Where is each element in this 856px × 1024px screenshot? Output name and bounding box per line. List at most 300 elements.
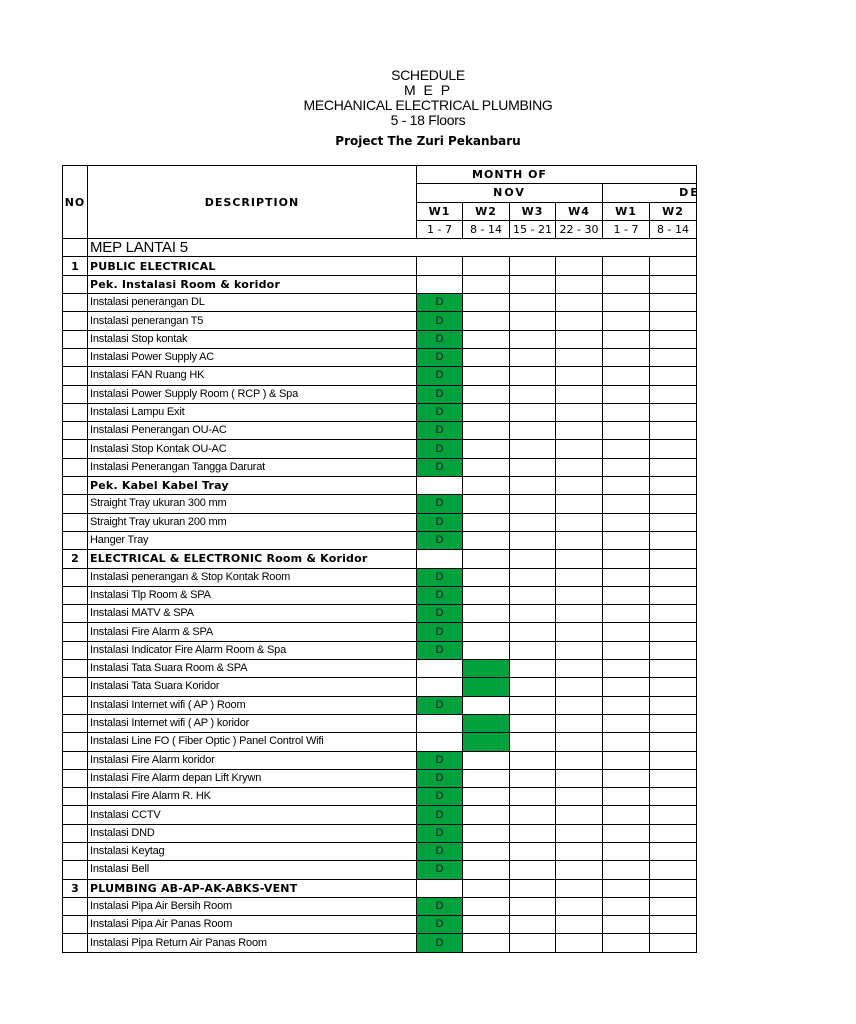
row-description: Instalasi Indicator Fire Alarm Room & Spa (88, 641, 417, 659)
table-row (63, 385, 697, 403)
week-label: W2 (650, 202, 697, 220)
schedule-cell (556, 678, 603, 696)
row-description: Instalasi Pipa Return Air Panas Room (88, 934, 417, 952)
schedule-cell (510, 294, 556, 312)
schedule-cell (603, 312, 650, 330)
schedule-cell (510, 824, 556, 842)
row-number (63, 239, 88, 257)
schedule-cell (556, 458, 603, 476)
table-row (63, 239, 697, 257)
schedule-cell (510, 568, 556, 586)
table-row (63, 550, 697, 568)
schedule-cell (463, 367, 510, 385)
schedule-cell (650, 403, 697, 421)
schedule-cell (556, 385, 603, 403)
schedule-cell (510, 495, 556, 513)
schedule-cell (510, 842, 556, 860)
schedule-cell (556, 769, 603, 787)
schedule-cell: D (417, 641, 463, 659)
row-number (63, 660, 88, 678)
schedule-cell (556, 696, 603, 714)
schedule-cell (463, 348, 510, 366)
schedule-cell (603, 513, 650, 531)
schedule-cell (463, 861, 510, 879)
row-number (63, 714, 88, 732)
schedule-cell (463, 477, 510, 495)
schedule-cell (510, 422, 556, 440)
schedule-cell (463, 513, 510, 531)
row-number (63, 861, 88, 879)
schedule-cell (603, 531, 650, 549)
schedule-cell (463, 660, 510, 678)
schedule-cell (603, 440, 650, 458)
table-row (63, 824, 697, 842)
schedule-cell (463, 806, 510, 824)
row-description: Instalasi Fire Alarm koridor (88, 751, 417, 769)
schedule-cell: D (417, 824, 463, 842)
row-number (63, 934, 88, 952)
row-description: Instalasi MATV & SPA (88, 605, 417, 623)
week-label: W4 (556, 202, 603, 220)
schedule-cell (556, 550, 603, 568)
schedule-cell (463, 641, 510, 659)
schedule-cell (556, 257, 603, 275)
schedule-cell (463, 897, 510, 915)
table-row (63, 367, 697, 385)
schedule-cell (463, 733, 510, 751)
row-number: 3 (63, 879, 88, 897)
table-row (63, 440, 697, 458)
schedule-cell (556, 842, 603, 860)
schedule-cell (650, 495, 697, 513)
schedule-cell (510, 660, 556, 678)
schedule-cell (556, 916, 603, 934)
schedule-cell (556, 733, 603, 751)
row-description: Instalasi penerangan & Stop Kontak Room (88, 568, 417, 586)
row-number: 2 (63, 550, 88, 568)
schedule-cell: D (417, 751, 463, 769)
schedule-cell (650, 769, 697, 787)
row-description: Instalasi Pipa Air Bersih Room (88, 897, 417, 915)
row-number (63, 586, 88, 604)
row-number (63, 824, 88, 842)
row-description: Instalasi Stop Kontak OU-AC (88, 440, 417, 458)
schedule-cell: D (417, 934, 463, 952)
table-row (63, 678, 697, 696)
schedule-cell: D (417, 531, 463, 549)
row-number (63, 385, 88, 403)
schedule-cell: D (417, 696, 463, 714)
schedule-cell (650, 367, 697, 385)
schedule-cell (510, 385, 556, 403)
schedule-cell (603, 330, 650, 348)
table-row (63, 348, 697, 366)
schedule-cell (650, 916, 697, 934)
schedule-cell (650, 550, 697, 568)
schedule-cell (650, 586, 697, 604)
row-description: Instalasi Internet wifi ( AP ) Room (88, 696, 417, 714)
week-label: W1 (603, 202, 650, 220)
schedule-cell (510, 367, 556, 385)
schedule-cell (650, 458, 697, 476)
schedule-table (62, 165, 700, 953)
schedule-cell (556, 751, 603, 769)
schedule-cell (417, 678, 463, 696)
schedule-cell (463, 330, 510, 348)
row-number (63, 897, 88, 915)
schedule-cell (510, 531, 556, 549)
schedule-cell (603, 861, 650, 879)
schedule-cell (603, 568, 650, 586)
schedule-cell (463, 257, 510, 275)
table-row (63, 568, 697, 586)
schedule-cell (650, 824, 697, 842)
schedule-cell (556, 641, 603, 659)
schedule-cell (510, 769, 556, 787)
schedule-cell: D (417, 403, 463, 421)
row-number (63, 440, 88, 458)
table-row (63, 605, 697, 623)
schedule-cell (650, 714, 697, 732)
table-row (63, 623, 697, 641)
schedule-cell (650, 385, 697, 403)
schedule-cell: D (417, 440, 463, 458)
row-number (63, 916, 88, 934)
schedule-cell (463, 696, 510, 714)
schedule-cell (556, 806, 603, 824)
row-description: Instalasi Fire Alarm & SPA (88, 623, 417, 641)
table-row (63, 879, 697, 897)
schedule-cell (603, 842, 650, 860)
row-number (63, 531, 88, 549)
week-label: W2 (463, 202, 510, 220)
table-row (63, 586, 697, 604)
row-number (63, 568, 88, 586)
schedule-cell (463, 550, 510, 568)
row-number (63, 623, 88, 641)
schedule-cell (510, 733, 556, 751)
table-row (63, 330, 697, 348)
row-number: 1 (63, 257, 88, 275)
schedule-cell: D (417, 769, 463, 787)
week-range: 8 - 14 (463, 220, 510, 238)
schedule-cell (510, 330, 556, 348)
row-number (63, 403, 88, 421)
schedule-cell (556, 495, 603, 513)
schedule-cell (650, 348, 697, 366)
schedule-cell (603, 916, 650, 934)
schedule-cell (556, 623, 603, 641)
schedule-cell (463, 788, 510, 806)
week-range: 22 - 30 (556, 220, 603, 238)
schedule-cell (603, 824, 650, 842)
row-number (63, 696, 88, 714)
title-block (0, 68, 856, 149)
schedule-cell (463, 916, 510, 934)
schedule-cell: D (417, 806, 463, 824)
table-row (63, 788, 697, 806)
schedule-cell (603, 733, 650, 751)
schedule-cell: D (417, 348, 463, 366)
row-number (63, 641, 88, 659)
table-row (63, 294, 697, 312)
table-row (63, 458, 697, 476)
schedule-cell (463, 751, 510, 769)
schedule-cell (603, 605, 650, 623)
schedule-cell (463, 440, 510, 458)
schedule-cell (417, 275, 463, 293)
schedule-cell: D (417, 294, 463, 312)
schedule-cell (556, 861, 603, 879)
table-row (63, 531, 697, 549)
row-description: Straight Tray ukuran 200 mm (88, 513, 417, 531)
row-description: PUBLIC ELECTRICAL (88, 257, 417, 275)
schedule-cell (556, 275, 603, 293)
table-row (63, 934, 697, 952)
week-label: W3 (510, 202, 556, 220)
schedule-cell: D (417, 605, 463, 623)
schedule-cell (650, 678, 697, 696)
row-description: Instalasi Keytag (88, 842, 417, 860)
schedule-cell (603, 367, 650, 385)
title-floors: 5 - 18 Floors (390, 112, 466, 128)
schedule-cell (650, 275, 697, 293)
table-row (63, 714, 697, 732)
schedule-cell (650, 751, 697, 769)
row-description: Instalasi Fire Alarm R. HK (88, 788, 417, 806)
table-row (63, 641, 697, 659)
schedule-cell (463, 422, 510, 440)
schedule-cell (463, 714, 510, 732)
row-description: Instalasi Tlp Room & SPA (88, 586, 417, 604)
schedule-cell (417, 733, 463, 751)
table-row (63, 861, 697, 879)
schedule-cell: D (417, 458, 463, 476)
schedule-cell (603, 806, 650, 824)
schedule-cell (650, 641, 697, 659)
row-description: Hanger Tray (88, 531, 417, 549)
schedule-cell (603, 660, 650, 678)
header-month-dec (603, 184, 700, 202)
schedule-cell (463, 495, 510, 513)
schedule-cell (417, 257, 463, 275)
schedule-cell (510, 458, 556, 476)
schedule-cell (510, 403, 556, 421)
schedule-cell (603, 788, 650, 806)
schedule-cell (417, 550, 463, 568)
schedule-cell: D (417, 842, 463, 860)
schedule-cell (603, 422, 650, 440)
title-full: MECHANICAL ELECTRICAL PLUMBING (303, 97, 553, 113)
schedule-cell (510, 513, 556, 531)
row-number (63, 275, 88, 293)
header-description: DESCRIPTION (88, 166, 417, 239)
schedule-cell (650, 842, 697, 860)
schedule-cell (510, 916, 556, 934)
row-description: MEP LANTAI 5 (88, 239, 697, 257)
row-number (63, 422, 88, 440)
schedule-cell: D (417, 385, 463, 403)
week-range: 8 - 14 (650, 220, 697, 238)
table-row (63, 916, 697, 934)
row-description: Instalasi Penerangan Tangga Darurat (88, 458, 417, 476)
schedule-cell (556, 294, 603, 312)
schedule-cell (603, 458, 650, 476)
row-description: Instalasi Penerangan OU-AC (88, 422, 417, 440)
schedule-cell (510, 348, 556, 366)
schedule-cell (510, 714, 556, 732)
schedule-cell (463, 458, 510, 476)
schedule-cell (556, 440, 603, 458)
schedule-cell (463, 824, 510, 842)
table-row (63, 769, 697, 787)
month-dec-label: DE (679, 186, 700, 200)
schedule-cell (650, 623, 697, 641)
schedule-cell (510, 897, 556, 915)
schedule-cell (510, 440, 556, 458)
row-description: Instalasi Line FO ( Fiber Optic ) Panel Control Wifi (88, 733, 417, 751)
schedule-cell (603, 403, 650, 421)
row-number (63, 348, 88, 366)
schedule-cell (603, 623, 650, 641)
schedule-cell (463, 586, 510, 604)
schedule-cell (510, 623, 556, 641)
row-description: Instalasi Pipa Air Panas Room (88, 916, 417, 934)
header-no: NO (63, 166, 88, 239)
row-description: Instalasi Tata Suara Room & SPA (88, 660, 417, 678)
schedule-cell (463, 275, 510, 293)
schedule-cell (556, 312, 603, 330)
schedule-cell (650, 861, 697, 879)
table-row (63, 257, 697, 275)
row-description: Instalasi Power Supply AC (88, 348, 417, 366)
schedule-cell (417, 660, 463, 678)
schedule-cell (510, 806, 556, 824)
schedule-cell (556, 403, 603, 421)
schedule-cell (556, 714, 603, 732)
table-row (63, 842, 697, 860)
schedule-cell: D (417, 788, 463, 806)
title-mep: M E P (403, 82, 453, 98)
schedule-cell (463, 605, 510, 623)
schedule-cell (650, 257, 697, 275)
schedule-cell (603, 641, 650, 659)
schedule-cell (463, 531, 510, 549)
schedule-cell (556, 422, 603, 440)
schedule-cell (603, 550, 650, 568)
row-number (63, 769, 88, 787)
schedule-cell (463, 678, 510, 696)
schedule-cell (463, 312, 510, 330)
schedule-cell (603, 477, 650, 495)
schedule-cell (556, 660, 603, 678)
row-description: Instalasi Tata Suara Koridor (88, 678, 417, 696)
row-description: Instalasi Fire Alarm depan Lift Krywn (88, 769, 417, 787)
row-number (63, 733, 88, 751)
schedule-cell (510, 788, 556, 806)
row-description: PLUMBING AB-AP-AK-ABKS-VENT (88, 879, 417, 897)
schedule-cell (556, 586, 603, 604)
schedule-cell: D (417, 330, 463, 348)
schedule-cell (650, 806, 697, 824)
schedule-cell (510, 605, 556, 623)
header-month-of (417, 166, 697, 184)
schedule-cell (556, 824, 603, 842)
schedule-cell (417, 477, 463, 495)
schedule-cell (603, 495, 650, 513)
schedule-cell (510, 751, 556, 769)
schedule-cell: D (417, 586, 463, 604)
schedule-cell (603, 769, 650, 787)
schedule-cell (650, 660, 697, 678)
schedule-cell (463, 879, 510, 897)
schedule-cell (556, 879, 603, 897)
table-row (63, 495, 697, 513)
schedule-cell (463, 842, 510, 860)
schedule-cell (463, 403, 510, 421)
schedule-cell: D (417, 861, 463, 879)
schedule-cell (603, 275, 650, 293)
schedule-cell: D (417, 916, 463, 934)
row-description: Instalasi FAN Ruang HK (88, 367, 417, 385)
table-row (63, 477, 697, 495)
schedule-cell (650, 312, 697, 330)
table-row (63, 660, 697, 678)
row-number (63, 751, 88, 769)
schedule-cell (603, 257, 650, 275)
schedule-cell (650, 696, 697, 714)
title-schedule: SCHEDULE (391, 67, 465, 83)
schedule-cell (510, 257, 556, 275)
schedule-cell: D (417, 367, 463, 385)
row-description: Instalasi penerangan DL (88, 294, 417, 312)
schedule-cell: D (417, 495, 463, 513)
schedule-cell (650, 531, 697, 549)
schedule-cell (556, 477, 603, 495)
table-row (63, 696, 697, 714)
schedule-cell: D (417, 568, 463, 586)
schedule-cell (510, 861, 556, 879)
table-row (63, 422, 697, 440)
schedule-cell (650, 788, 697, 806)
schedule-cell (510, 477, 556, 495)
schedule-cell (650, 897, 697, 915)
schedule-cell (603, 696, 650, 714)
schedule-cell (510, 678, 556, 696)
project-name: Project The Zuri Pekanbaru (335, 134, 521, 148)
month-of-label: MONTH OF (472, 168, 547, 182)
row-number (63, 605, 88, 623)
schedule-cell (650, 477, 697, 495)
schedule-cell (417, 879, 463, 897)
table-row (63, 403, 697, 421)
schedule-cell (510, 696, 556, 714)
row-description: Instalasi Stop kontak (88, 330, 417, 348)
schedule-cell (650, 934, 697, 952)
schedule-cell (603, 879, 650, 897)
schedule-cell (650, 605, 697, 623)
schedule-cell (463, 568, 510, 586)
schedule-cell (603, 934, 650, 952)
schedule-cell: D (417, 513, 463, 531)
schedule-cell (603, 678, 650, 696)
row-description: Instalasi DND (88, 824, 417, 842)
table-row (63, 513, 697, 531)
table-row (63, 312, 697, 330)
row-description: ELECTRICAL & ELECTRONIC Room & Koridor (88, 550, 417, 568)
schedule-cell (556, 788, 603, 806)
schedule-cell (556, 531, 603, 549)
